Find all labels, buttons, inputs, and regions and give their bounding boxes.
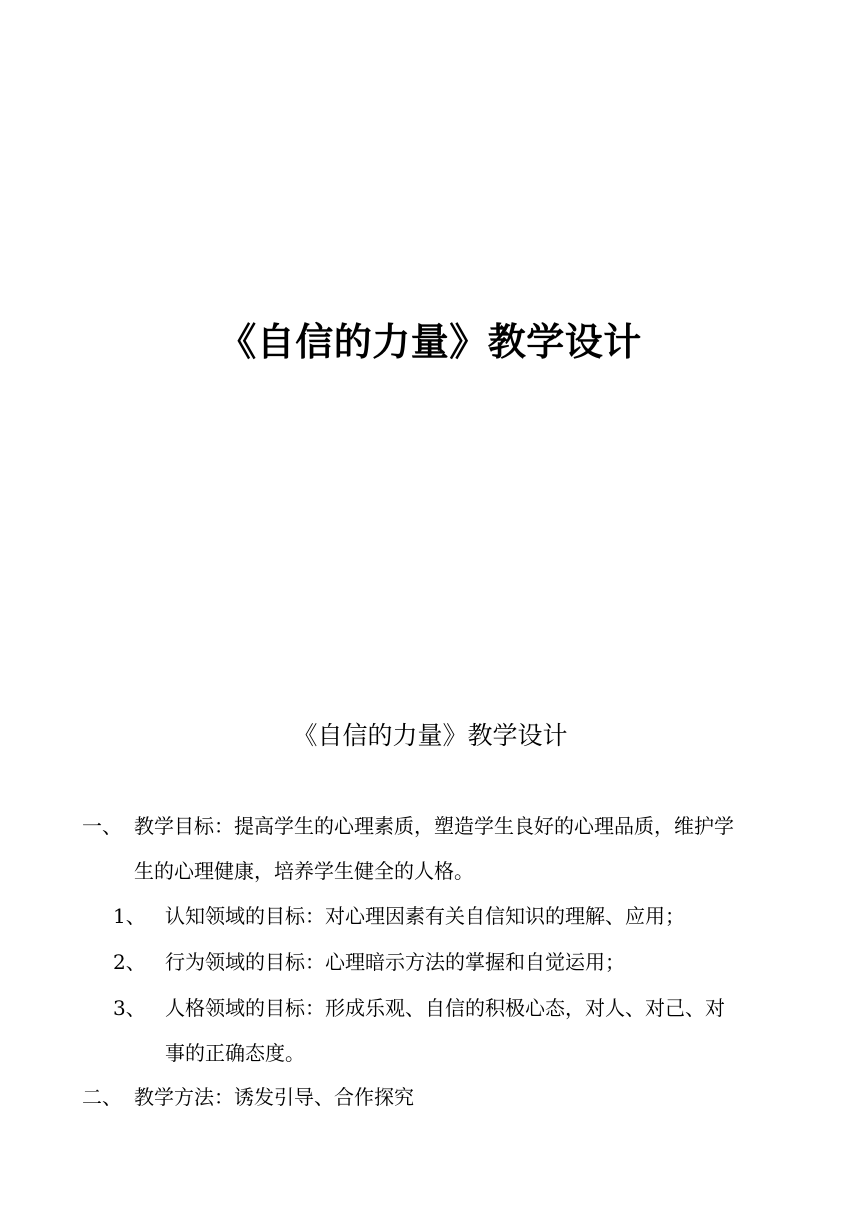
list-item-marker: 1、: [113, 904, 146, 928]
list-item-text: 认知领域的目标：对心理因素有关自信知识的理解、应用；: [165, 904, 685, 928]
section-text: 教学方法：诱发引导、合作探究: [134, 1085, 414, 1109]
cover-title: 《自信的力量》教学设计: [218, 320, 642, 364]
list-item-marker: 2、: [113, 950, 146, 974]
list-item-marker: 3、: [113, 996, 146, 1020]
document-heading: 《自信的力量》教学设计: [292, 721, 568, 750]
section-marker: 一、: [82, 814, 122, 838]
list-item-text: 行为领域的目标：心理暗示方法的掌握和自觉运用；: [165, 950, 625, 974]
list-item-text: 人格领域的目标：形成乐观、自信的积极心态，对人、对己、对: [165, 996, 725, 1020]
list-item-text-continuation: 事的正确态度。: [165, 1041, 305, 1065]
section-text: 教学目标：提高学生的心理素质，塑造学生良好的心理品质，维护学: [134, 814, 734, 838]
section-text-continuation: 生的心理健康，培养学生健全的人格。: [134, 859, 474, 883]
section-marker: 二、: [82, 1085, 122, 1109]
